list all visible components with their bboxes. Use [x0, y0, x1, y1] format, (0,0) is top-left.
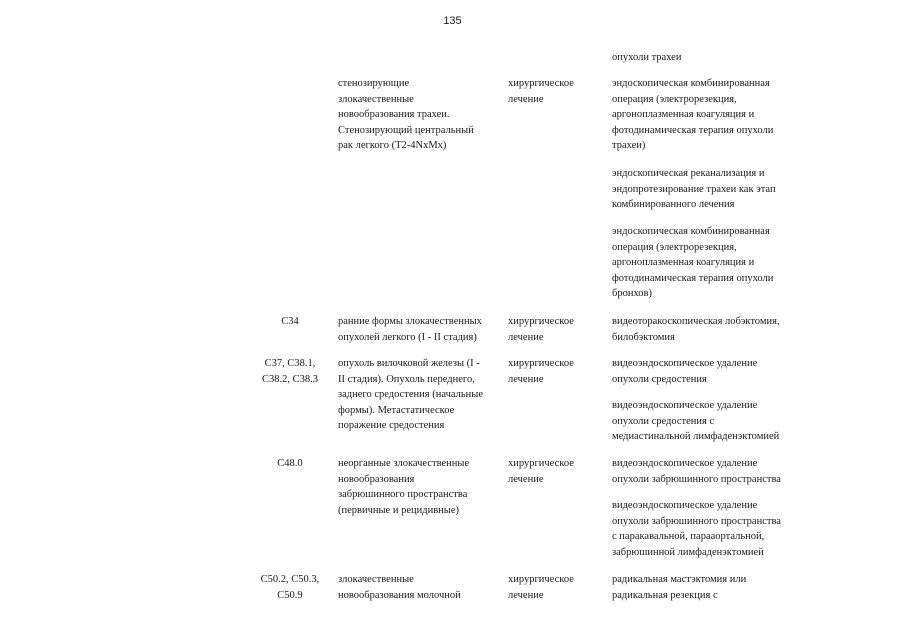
code-cell: C50.2, C50.3, C50.9	[260, 574, 320, 601]
method-cell: эндоскопическая комбинированная операция (электрорезекция, аргоноплазменная коагуляция и фотодинамическая терапия опухоли бронхов)	[612, 226, 774, 299]
treatment-cell: хирургическое лечение	[508, 358, 574, 385]
diagnosis-cell: ранние формы злокачественных опухолей легкого (I - II стадия)	[338, 316, 482, 343]
method-cell: опухоли трахеи	[612, 52, 682, 63]
code-cell: C34	[281, 316, 299, 327]
diagnosis-cell: неорганные злокачественные новообразования забрюшинного пространства (первичные и рецидивные)	[338, 458, 470, 516]
method-cell: радикальная мастэктомия или радикальная резекция с	[612, 574, 747, 601]
method-cell: видеоторакоскопическая лобэктомия, билобэктомия	[612, 316, 780, 343]
treatment-cell: хирургическое лечение	[508, 458, 574, 485]
code-cell: C48.0	[277, 458, 303, 469]
method-cell: видеоэндоскопическое удаление опухоли забрюшинного пространства	[612, 458, 781, 485]
page-number: 135	[443, 15, 462, 27]
treatment-cell: хирургическое лечение	[508, 574, 574, 601]
treatment-cell: хирургическое лечение	[508, 316, 574, 343]
code-cell: C37, C38.1, C38.2, C38.3	[261, 358, 318, 385]
treatment-cell: хирургическое лечение	[508, 78, 574, 105]
method-cell: видеоэндоскопическое удаление опухоли забрюшинного пространства с паракавальной, парааортальной, забрюшинной лимфаденэктомией	[612, 500, 781, 558]
method-cell: видеоэндоскопическое удаление опухоли средостения	[612, 358, 758, 385]
method-cell: видеоэндоскопическое удаление опухоли средостения с медиастинальной лимфаденэктомией	[612, 400, 780, 442]
diagnosis-cell: злокачественные новообразования молочной	[338, 574, 461, 601]
diagnosis-cell: стенозирующие злокачественные новообразования трахеи. Стенозирующий центральный рак легкого (T2-4NxMx)	[338, 78, 474, 151]
method-cell: эндоскопическая комбинированная операция (электрорезекция, аргоноплазменная коагуляция и фотодинамическая терапия опухоли трахеи)	[612, 78, 774, 151]
diagnosis-cell: опухоль вилочковой железы (I - II стадия). Опухоль переднего, заднего средостения (начальные формы). Метастатическое поражение средостения	[338, 358, 483, 431]
method-cell: эндоскопическая реканализация и эндопротезирование трахеи как этап комбинированного лечения	[612, 168, 776, 210]
